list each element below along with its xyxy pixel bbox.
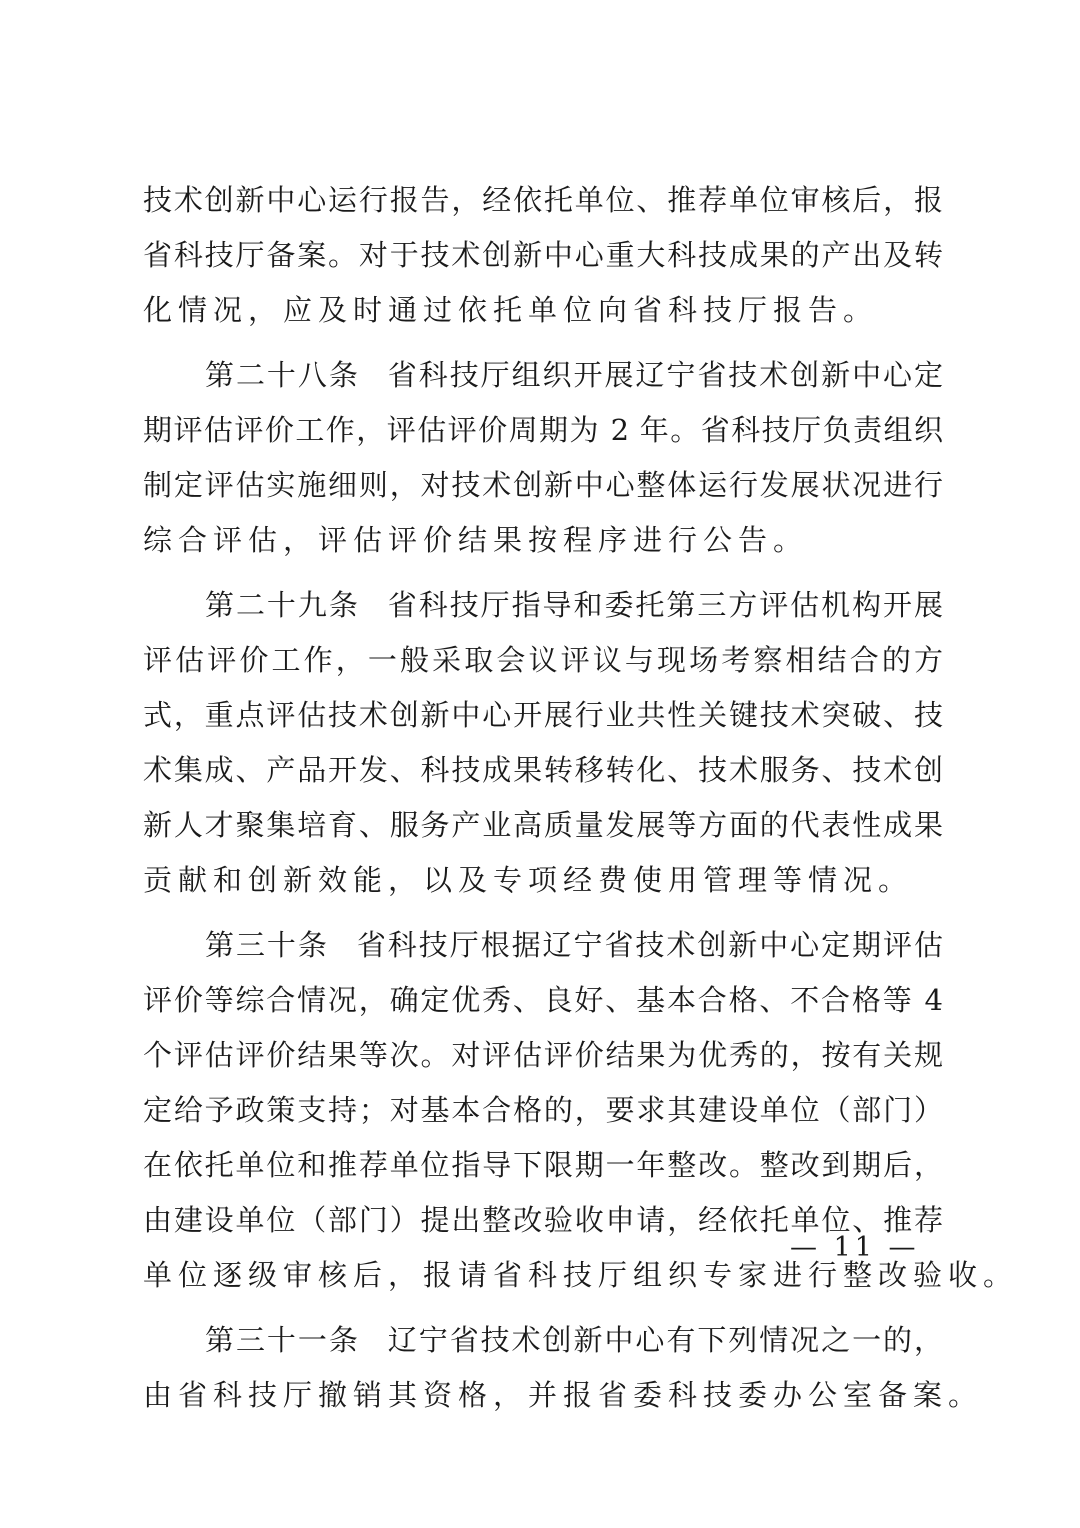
text-line: 在依托单位和推荐单位指导下限期一年整改。整改到期后，: [143, 1148, 943, 1182]
paragraph-article-29: [143, 578, 943, 908]
article-text: 省科技厅指导和委托第三方评估机构开展: [387, 588, 943, 622]
text-line: 单位逐级审核后，报请省科技厅组织专家进行整改验收。: [143, 1258, 1019, 1292]
text-line: 贡献和创新效能，以及专项经费使用管理等情况。: [143, 863, 914, 897]
text-line: 制定评估实施细则，对技术创新中心整体运行发展状况进行: [143, 468, 943, 502]
text-line: 省科技厅备案。对于技术创新中心重大科技成果的产出及转: [143, 238, 943, 272]
text-line: [143, 578, 943, 633]
text-line: 由省科技厅撤销其资格，并报省委科技委办公室备案。: [143, 1378, 984, 1412]
text-line: 期评估评价工作，评估评价周期为 2 年。省科技厅负责组织: [143, 413, 943, 447]
article-text: 省科技厅组织开展辽宁省技术创新中心定: [387, 358, 943, 392]
text-line: 评价等综合情况，确定优秀、良好、基本合格、不合格等 4: [143, 983, 943, 1017]
paragraph-article-28: [143, 348, 943, 568]
text-line: [143, 348, 943, 403]
text-line: 技术创新中心运行报告，经依托单位、推荐单位审核后，报: [143, 183, 943, 217]
text-line: 术集成、产品开发、科技成果转移转化、技术服务、技术创: [143, 753, 943, 787]
article-title: 第三十条: [205, 928, 329, 962]
paragraph: [143, 173, 943, 338]
article-title: 第二十九条: [205, 588, 360, 622]
page-number: — 11 —: [790, 1232, 920, 1263]
text-line: [143, 1313, 943, 1368]
text-line: 综合评估，评估评价结果按程序进行公告。: [143, 523, 809, 557]
text-line: 个评估评价结果等次。对评估评价结果为优秀的，按有关规: [143, 1038, 943, 1072]
text-line: 新人才聚集培育、服务产业高质量发展等方面的代表性成果: [143, 808, 943, 842]
text-line: 化情况，应及时通过依托单位向省科技厅报告。: [143, 293, 879, 327]
text-line: 由建设单位（部门）提出整改验收申请，经依托单位、推荐: [143, 1203, 943, 1237]
text-line: [143, 918, 943, 973]
text-line: 式，重点评估技术创新中心开展行业共性关键技术突破、技: [143, 698, 943, 732]
article-title: 第二十八条: [205, 358, 360, 392]
article-text: 辽宁省技术创新中心有下列情况之一的，: [387, 1323, 943, 1357]
text-line: 评估评价工作，一般采取会议评议与现场考察相结合的方: [143, 643, 943, 677]
paragraph-article-31: [143, 1313, 984, 1423]
text-line: 定给予政策支持；对基本合格的，要求其建设单位（部门）: [143, 1093, 943, 1127]
article-title: 第三十一条: [205, 1323, 360, 1357]
article-text: 省科技厅根据辽宁省技术创新中心定期评估: [356, 928, 943, 962]
